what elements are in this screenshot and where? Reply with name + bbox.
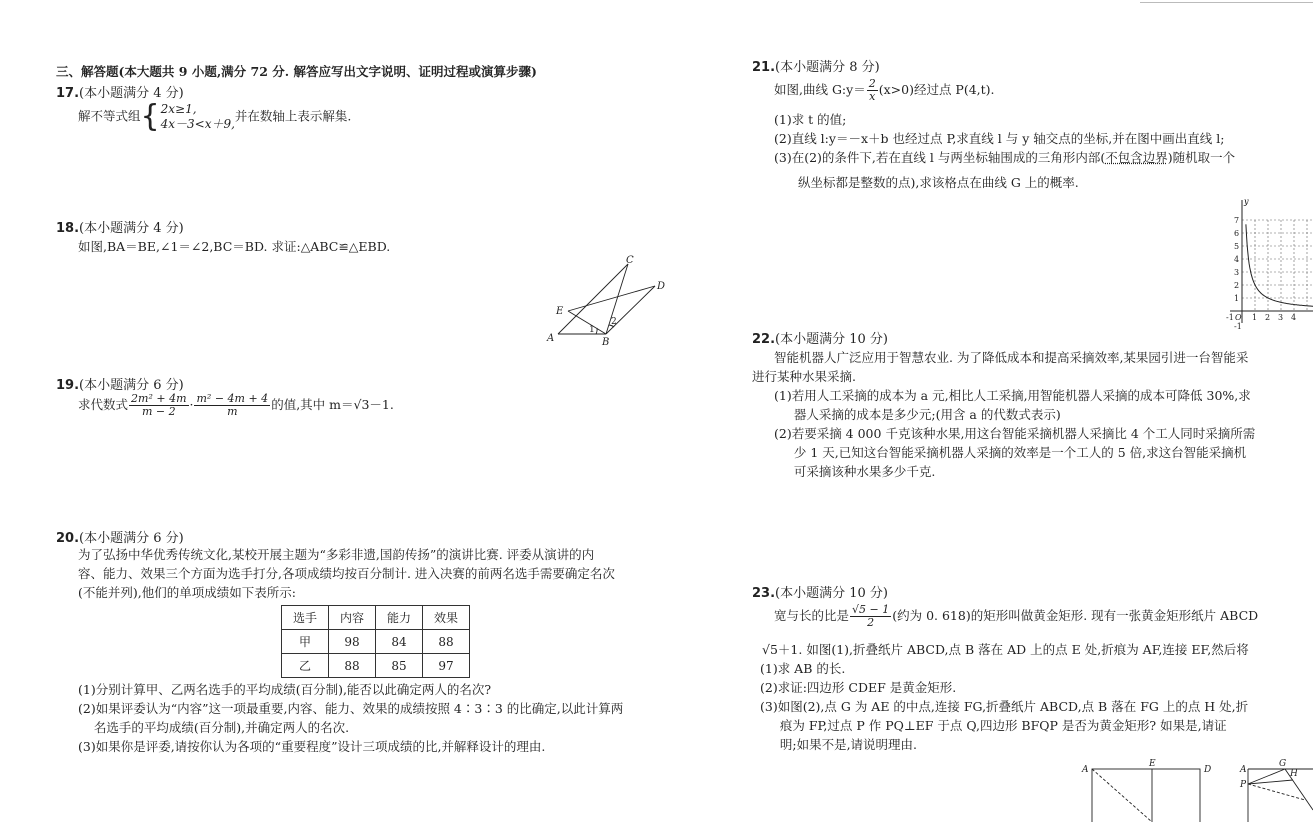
q23-rest xyxy=(760,640,1249,754)
table-header-cell: 能力 xyxy=(376,606,423,630)
q21-number: 21. xyxy=(752,60,776,75)
fig1-crease-AF xyxy=(1092,769,1152,822)
q21-grid-figure xyxy=(1228,198,1313,334)
q20-line: (不能并列),他们的单项成绩如下表所示: xyxy=(78,585,296,600)
q22-line: 少 1 天,已知这台智能采摘机器人采摘的效率是一个工人的 5 倍,求这台智能采摘机 xyxy=(774,445,1247,460)
q21-header xyxy=(752,56,880,75)
q20-parts xyxy=(78,680,623,756)
q21-intro-post: (x>0)经过点 P(4,t). xyxy=(878,82,995,97)
q21-p3-pre: (3)在(2)的条件下,若在直线 l 与两坐标轴围成的三角形内部( xyxy=(774,150,1106,165)
q19-pre: 求代数式 xyxy=(78,397,129,412)
q17-ineq2: 4x－3<x＋9, xyxy=(160,117,235,131)
table-cell: 88 xyxy=(423,630,470,654)
q23-f-numerator: √5 − 1 xyxy=(852,603,890,616)
page-edge-line xyxy=(1140,2,1313,3)
fig2-label-P: P xyxy=(1240,780,1247,790)
label-D: D xyxy=(657,281,666,292)
x-tick-label: -1 xyxy=(1226,313,1234,322)
label-E: E xyxy=(556,306,564,317)
curve-G xyxy=(1246,224,1313,306)
q18-score: (本小题满分 4 分) xyxy=(79,221,184,236)
y-axis-label: y xyxy=(1244,197,1249,206)
q17-ineq1: 2x≥1, xyxy=(160,102,197,116)
q22-score: (本小题满分 10 分) xyxy=(775,332,888,347)
fig1-rectangle xyxy=(1092,769,1200,822)
q23-l1-post: (约为 0. 618)的矩形叫做黄金矩形. 现有一张黄金矩形纸片 ABCD xyxy=(892,608,1259,623)
table-row xyxy=(282,630,470,654)
q17-number: 17. xyxy=(56,86,80,101)
q21-p3-post: )随机取一个 xyxy=(1167,150,1236,165)
q23-f-denominator: 2 xyxy=(867,616,875,629)
q18-number: 18. xyxy=(56,221,80,236)
q21-intro xyxy=(774,78,995,103)
q21-part-1: (1)求 t 的值; xyxy=(774,112,847,127)
q21-f-denominator: x xyxy=(869,90,876,103)
label-angle-2: 2 xyxy=(611,317,617,327)
x-tick-label: 3 xyxy=(1278,313,1284,322)
y-tick-label: 4 xyxy=(1234,255,1240,264)
table-cell: 88 xyxy=(329,654,376,678)
q22-line: 可采摘该种水果多少千克. xyxy=(774,464,936,479)
q18-header xyxy=(56,217,184,236)
q18-figure xyxy=(540,255,680,350)
q21-fraction xyxy=(867,78,878,103)
q22-line: 进行某种水果采摘. xyxy=(752,369,856,384)
q23-line2: √5＋1. 如图(1),折叠纸片 ABCD,点 B 落在 AD 上的点 E 处,折痕为 AF,连接 EF,然后将 xyxy=(762,642,1249,657)
table-header-row xyxy=(282,606,470,630)
q19-header xyxy=(56,374,184,393)
q23-score: (本小题满分 10 分) xyxy=(775,586,888,601)
table-header-cell: 选手 xyxy=(282,606,329,630)
q17-pre: 解不等式组 xyxy=(78,108,141,124)
y-tick-label: 7 xyxy=(1234,216,1240,225)
table-cell: 乙 xyxy=(282,654,329,678)
fig1-label-E: E xyxy=(1149,759,1156,769)
q17-body xyxy=(78,99,352,134)
q21-part-3 xyxy=(774,148,1235,167)
label-angle-1: 1 xyxy=(589,325,595,335)
x-tick-label: 1 xyxy=(1252,313,1258,322)
x-tick-label: 4 xyxy=(1291,313,1297,322)
q20-score-table xyxy=(281,605,470,678)
q21-part-3-line2: 纵坐标都是整数的点),求该格点在曲线 G 上的概率. xyxy=(798,175,1079,190)
q22-number: 22. xyxy=(752,332,776,347)
q19-dot: · xyxy=(189,397,194,412)
angle-1-arc xyxy=(596,328,597,334)
q20-part: (1)分别计算甲、乙两名选手的平均成绩(百分制),能否以此确定两人的名次? xyxy=(78,682,492,697)
q19-f1-numerator: 2m² + 4m xyxy=(131,392,187,405)
q20-line: 容、能力、效果三个方面为选手打分,各项成绩均按百分制计. 进入决赛的前两名选手需要确定名次 xyxy=(78,566,615,581)
q20-intro xyxy=(78,545,615,602)
q23-header xyxy=(752,582,888,601)
label-C: C xyxy=(626,255,634,266)
q21-intro-pre: 如图,曲线 G:y＝ xyxy=(774,82,866,97)
q17-post: 并在数轴上表示解集. xyxy=(234,108,352,124)
q23-number: 23. xyxy=(752,586,776,601)
seg-AC xyxy=(558,264,628,334)
table-cell: 97 xyxy=(423,654,470,678)
q20-part: 名选手的平均成绩(百分制),并确定两人的名次. xyxy=(78,720,350,735)
q21-parts xyxy=(774,110,1235,192)
y-tick-label-negative: -1 xyxy=(1234,322,1242,331)
table-cell: 98 xyxy=(329,630,376,654)
label-A: A xyxy=(547,333,555,344)
q21-part-2: (2)直线 l:y＝－x＋b 也经过点 P,求直线 l 与 y 轴交点的坐标,并在图中画出直线 l; xyxy=(774,131,1225,146)
q23-part: (1)求 AB 的长. xyxy=(760,661,846,676)
q22-line: (2)若要采摘 4 000 千克该种水果,用这台智能采摘机器人采摘比 4 个工人同时采摘所需 xyxy=(774,426,1256,441)
q17-header xyxy=(56,82,184,101)
x-tick-label: 2 xyxy=(1265,313,1271,322)
section-title: 三、解答题(本大题共 9 小题,满分 72 分. 解答应写出文字说明、证明过程或演算步骤) xyxy=(56,64,537,79)
q21-score: (本小题满分 8 分) xyxy=(775,60,880,75)
q21-p3-emphasis: 不包含边界 xyxy=(1105,150,1168,165)
fig2-label-A: A xyxy=(1240,765,1247,775)
label-B: B xyxy=(602,337,610,348)
y-tick-label: 6 xyxy=(1234,229,1240,238)
seg-EB xyxy=(568,311,606,334)
q19-f2-denominator: m xyxy=(227,405,238,418)
origin-label: O xyxy=(1235,313,1242,322)
q22-header xyxy=(752,328,888,347)
q21-f-numerator: 2 xyxy=(868,77,876,90)
q23-part: 明;如果不是,请说明理由. xyxy=(760,737,918,752)
q17-inequality-system: { 2x≥1, 4x－3<x＋9, xyxy=(140,99,235,134)
q23-l1-pre: 宽与长的比是 xyxy=(774,608,850,623)
q23-fraction xyxy=(850,604,891,629)
fig2-seg-PH xyxy=(1248,780,1293,784)
fig1-label-D: D xyxy=(1204,765,1212,775)
fig1-label-A: A xyxy=(1082,765,1089,775)
q18-text: 如图,BA＝BE,∠1＝∠2,BC＝BD. 求证:△ABC≌△EBD. xyxy=(78,239,391,254)
q22-line: (1)若用人工采摘的成本为 a 元,相比人工采摘,用智能机器人采摘的成本可降低 30%,求 xyxy=(774,388,1251,403)
q19-f2-numerator: m² − 4m + 4 xyxy=(196,392,269,405)
q20-header xyxy=(56,527,184,546)
y-tick-label: 1 xyxy=(1234,294,1240,303)
table-row xyxy=(282,654,470,678)
q23-part: (3)如图(2),点 G 为 AE 的中点,连接 FG,折叠纸片 ABCD,点 B 落在 FG 上的点 H 处,折 xyxy=(760,699,1249,714)
table-header-cell: 内容 xyxy=(329,606,376,630)
q19-f1-denominator: m − 2 xyxy=(141,405,176,418)
q20-line: 为了弘扬中华优秀传统文化,某校开展主题为“多彩非遗,国韵传扬”的演讲比赛. 评委从演讲的内 xyxy=(78,547,595,562)
q19-score: (本小题满分 6 分) xyxy=(79,378,184,393)
q23-part: (2)求证:四边形 CDEF 是黄金矩形. xyxy=(760,680,957,695)
table-header-cell: 效果 xyxy=(423,606,470,630)
q17-score: (本小题满分 4 分) xyxy=(79,86,184,101)
q22-line: 智能机器人广泛应用于智慧农业. 为了降低成本和提高采摘效率,某果园引进一台智能采 xyxy=(774,350,1249,365)
q22-line: 器人采摘的成本是多少元;(用含 a 的代数式表示) xyxy=(774,407,1061,422)
table-cell: 85 xyxy=(376,654,423,678)
q23-part: 痕为 FP,过点 P 作 PQ⊥EF 于点 Q,四边形 BFQP 是否为黄金矩形? 如果是,请证 xyxy=(760,718,1227,733)
fig2-label-H: H xyxy=(1290,769,1298,779)
q20-part: (3)如果你是评委,请按你认为各项的“重要程度”设计三项成绩的比,并解释设计的理由. xyxy=(78,739,546,754)
table-cell: 甲 xyxy=(282,630,329,654)
fig2-label-G: G xyxy=(1279,759,1287,769)
q19-fraction-1 xyxy=(129,393,188,418)
y-tick-label: 5 xyxy=(1234,242,1240,251)
q19-post: 的值,其中 m＝√3－1. xyxy=(271,397,394,412)
q19-number: 19. xyxy=(56,378,80,393)
q19-body xyxy=(78,393,394,418)
y-tick-label: 2 xyxy=(1234,281,1240,290)
y-tick-label: 3 xyxy=(1234,268,1240,277)
q22-body xyxy=(752,348,1256,481)
fig2-seg-PG xyxy=(1248,769,1285,784)
q20-score: (本小题满分 6 分) xyxy=(79,531,184,546)
q23-figures xyxy=(1080,760,1313,822)
table-cell: 84 xyxy=(376,630,423,654)
q23-line1 xyxy=(774,604,1258,629)
q20-number: 20. xyxy=(56,531,80,546)
q19-fraction-2 xyxy=(194,393,270,418)
q20-part: (2)如果评委认为“内容”这一项最重要,内容、能力、效果的成绩按照 4∶3∶3 的比确定,以此计算两 xyxy=(78,701,624,716)
